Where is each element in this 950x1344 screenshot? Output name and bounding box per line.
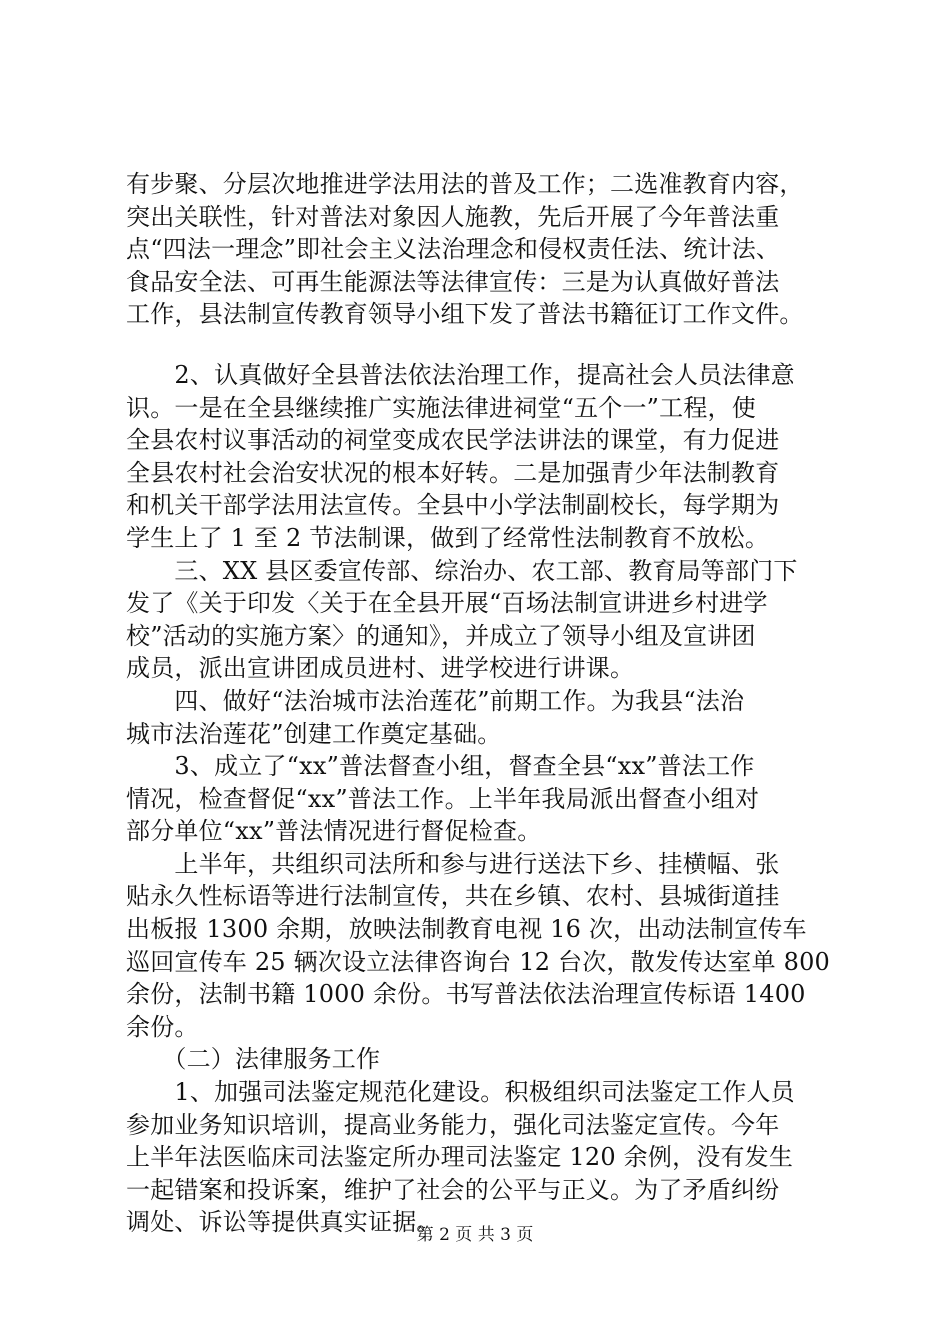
text-line: 余份。 — [126, 1012, 199, 1041]
text-line: 余份，法制书籍 1000 余份。书写普法依法治理宣传标语 1400 — [126, 980, 806, 1009]
text-line: 和机关干部学法用法宣传。全县中小学法制副校长，每学期为 — [126, 491, 780, 520]
text-line: 四、做好“法治城市法治莲花”前期工作。为我县“法治 — [126, 686, 745, 715]
text-line: 部分单位“xx”普法情况进行督促检查。 — [126, 817, 542, 846]
text-line: 学生上了 1 至 2 节法制课，做到了经常性法制教育不放松。 — [126, 523, 770, 552]
text-line: 上半年，共组织司法所和参与进行送法下乡、挂横幅、张 — [126, 849, 780, 878]
text-line: 工作，县法制宣传教育领导小组下发了普法书籍征订工作文件。 — [126, 300, 804, 329]
text-line: 出板报 1300 余期，放映法制教育电视 16 次，出动法制宣传车 — [126, 915, 807, 944]
page-number-footer: 第 2 页 共 3 页 — [416, 1225, 534, 1245]
text-line: 全县农村社会治安状况的根本好转。二是加强青少年法制教育 — [126, 458, 780, 487]
text-line: 成员，派出宣讲团成员进村、进学校进行讲课。 — [126, 654, 635, 683]
text-line: 校”活动的实施方案〉的通知》，并成立了领导小组及宣讲团 — [126, 621, 756, 650]
section-heading: （二）法律服务工作 — [126, 1045, 381, 1074]
text-line: 贴永久性标语等进行法制宣传，共在乡镇、农村、县城街道挂 — [126, 882, 780, 911]
text-line: 情况，检查督促“xx”普法工作。上半年我局派出督查小组对 — [126, 784, 760, 813]
text-line: 三、XX 县区委宣传部、综治办、农工部、教育局等部门下 — [126, 556, 798, 585]
paragraph-gap — [126, 331, 846, 359]
text-line: 调处、诉讼等提供真实证据。 — [126, 1208, 441, 1237]
document-body — [126, 168, 846, 1239]
text-line: 上半年法医临床司法鉴定所办理司法鉴定 120 余例，没有发生 — [126, 1143, 794, 1172]
text-line: 参加业务知识培训，提高业务能力，强化司法鉴定宣传。今年 — [126, 1110, 780, 1139]
text-line: 识。一是在全县继续推广实施法律进祠堂“五个一”工程，使 — [126, 393, 756, 422]
text-line: 食品安全法、可再生能源法等法律宣传：三是为认真做好普法 — [126, 267, 780, 296]
text-line: 突出关联性，针对普法对象因人施教，先后开展了今年普法重 — [126, 202, 780, 231]
text-line: 全县农村议事活动的祠堂变成农民学法讲法的课堂，有力促进 — [126, 426, 780, 455]
text-line: 有步聚、分层次地推进学法用法的普及工作；二选准教育内容， — [126, 170, 804, 198]
text-line: 城市法治莲花”创建工作奠定基础。 — [126, 719, 502, 748]
text-line: 1、加强司法鉴定规范化建设。积极组织司法鉴定工作人员 — [126, 1078, 795, 1107]
text-line: 3、成立了“xx”普法督查小组，督查全县“xx”普法工作 — [126, 752, 755, 781]
text-line: 2、认真做好全县普法依法治理工作，提高社会人员法律意 — [126, 360, 795, 389]
text-line: 点“四法一理念”即社会主义法治理念和侵权责任法、统计法、 — [126, 235, 781, 264]
text-line: 巡回宣传车 25 辆次设立法律咨询台 12 台次，散发传达室单 800 — [126, 947, 831, 976]
text-line: 发了《关于印发〈关于在全县开展“百场法制宣讲进乡村进学 — [126, 589, 768, 618]
text-line: 一起错案和投诉案，维护了社会的公平与正义。为了矛盾纠纷 — [126, 1175, 780, 1204]
